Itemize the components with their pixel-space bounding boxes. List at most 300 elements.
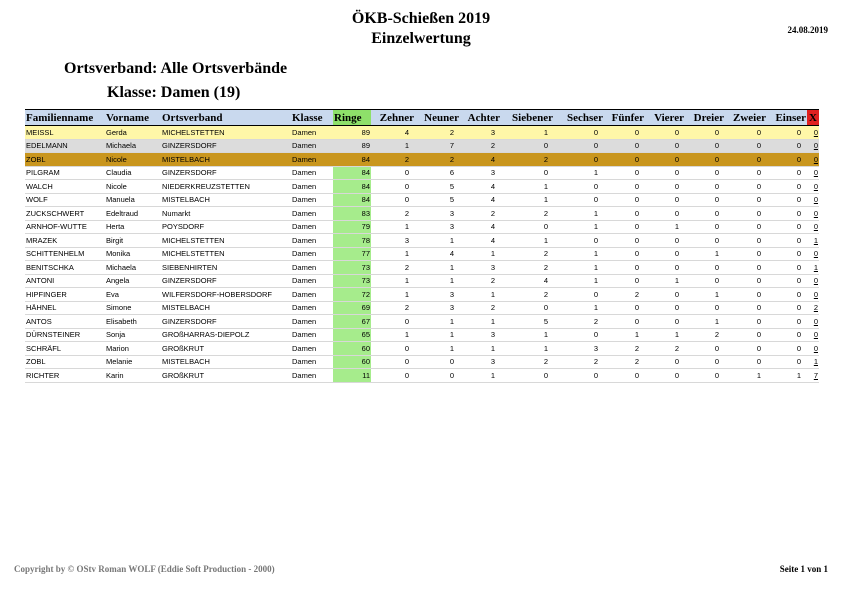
cell-zweier: 0 <box>725 220 767 234</box>
cell-x: 0 <box>807 126 819 140</box>
cell-vorname: Elisabeth <box>105 315 161 329</box>
cell-vorname: Manuela <box>105 193 161 207</box>
cell-zehner: 3 <box>371 234 415 248</box>
cell-zweier: 0 <box>725 166 767 180</box>
cell-dreier: 0 <box>685 139 725 153</box>
cell-einser: 0 <box>767 261 807 275</box>
cell-sechser: 0 <box>554 126 604 140</box>
cell-achter: 2 <box>460 301 501 315</box>
cell-zehner: 0 <box>371 166 415 180</box>
cell-sechser: 1 <box>554 207 604 221</box>
cell-familienname: ZOBL <box>25 153 105 167</box>
cell-zehner: 1 <box>371 139 415 153</box>
cell-ringe: 72 <box>333 288 371 302</box>
cell-neuner: 1 <box>415 274 460 288</box>
cell-familienname: HIPFINGER <box>25 288 105 302</box>
cell-vierer: 1 <box>645 220 685 234</box>
cell-zehner: 2 <box>371 207 415 221</box>
cell-neuner: 5 <box>415 193 460 207</box>
cell-x: 0 <box>807 315 819 329</box>
cell-siebener: 0 <box>501 166 554 180</box>
cell-familienname: WALCH <box>25 180 105 194</box>
cell-x: 0 <box>807 180 819 194</box>
cell-vorname: Marion <box>105 342 161 356</box>
cell-achter: 1 <box>460 247 501 261</box>
cell-ortsverband: GINZERSDORF <box>161 315 291 329</box>
cell-sechser: 0 <box>554 139 604 153</box>
cell-ortsverband: WILFERSDORF-HOBERSDORF <box>161 288 291 302</box>
cell-zehner: 2 <box>371 261 415 275</box>
cell-neuner: 4 <box>415 247 460 261</box>
cell-vorname: Claudia <box>105 166 161 180</box>
cell-fuenfer: 0 <box>604 126 645 140</box>
cell-einser: 0 <box>767 153 807 167</box>
cell-fuenfer: 0 <box>604 315 645 329</box>
cell-sechser: 0 <box>554 153 604 167</box>
col-header-ortsverband: Ortsverband <box>162 111 223 124</box>
cell-vierer: 0 <box>645 369 685 383</box>
cell-achter: 3 <box>460 261 501 275</box>
cell-achter: 4 <box>460 153 501 167</box>
cell-einser: 0 <box>767 247 807 261</box>
cell-x: 1 <box>807 261 819 275</box>
document-date: 24.08.2019 <box>787 25 828 35</box>
cell-einser: 0 <box>767 207 807 221</box>
cell-vierer: 0 <box>645 234 685 248</box>
cell-zehner: 0 <box>371 315 415 329</box>
cell-dreier: 0 <box>685 301 725 315</box>
table-row <box>25 166 819 180</box>
table-row <box>25 288 819 302</box>
cell-zehner: 1 <box>371 247 415 261</box>
cell-vorname: Edeltraud <box>105 207 161 221</box>
cell-ringe: 73 <box>333 274 371 288</box>
cell-siebener: 5 <box>501 315 554 329</box>
cell-klasse: Damen <box>291 288 333 302</box>
cell-zweier: 0 <box>725 274 767 288</box>
cell-x: 0 <box>807 207 819 221</box>
cell-vierer: 0 <box>645 355 685 369</box>
cell-ringe: 67 <box>333 315 371 329</box>
cell-ringe: 65 <box>333 328 371 342</box>
col-header-dreier: Dreier <box>693 111 724 124</box>
cell-dreier: 0 <box>685 261 725 275</box>
cell-vierer: 0 <box>645 153 685 167</box>
table-header-row <box>25 110 819 126</box>
cell-zweier: 0 <box>725 193 767 207</box>
page-number: Seite 1 von 1 <box>779 564 828 574</box>
cell-einser: 0 <box>767 274 807 288</box>
cell-vierer: 1 <box>645 328 685 342</box>
cell-zweier: 0 <box>725 315 767 329</box>
cell-neuner: 1 <box>415 342 460 356</box>
cell-ringe: 89 <box>333 126 371 140</box>
cell-zweier: 0 <box>725 355 767 369</box>
cell-ortsverband: MICHELSTETTEN <box>161 126 291 140</box>
table-row <box>25 180 819 194</box>
cell-fuenfer: 0 <box>604 274 645 288</box>
cell-vorname: Herta <box>105 220 161 234</box>
cell-ortsverband: MICHELSTETTEN <box>161 247 291 261</box>
cell-dreier: 0 <box>685 234 725 248</box>
cell-neuner: 2 <box>415 126 460 140</box>
cell-zweier: 0 <box>725 153 767 167</box>
col-header-neuner: Neuner <box>424 111 459 124</box>
cell-siebener: 2 <box>501 288 554 302</box>
cell-zehner: 0 <box>371 180 415 194</box>
cell-einser: 0 <box>767 139 807 153</box>
cell-ortsverband: GROßKRUT <box>161 342 291 356</box>
cell-vierer: 2 <box>645 342 685 356</box>
cell-klasse: Damen <box>291 261 333 275</box>
cell-ortsverband: MISTELBACH <box>161 301 291 315</box>
cell-ringe: 84 <box>333 193 371 207</box>
cell-siebener: 1 <box>501 234 554 248</box>
cell-vierer: 0 <box>645 301 685 315</box>
cell-siebener: 2 <box>501 247 554 261</box>
cell-familienname: ZUCKSCHWERT <box>25 207 105 221</box>
cell-klasse: Damen <box>291 207 333 221</box>
cell-einser: 0 <box>767 342 807 356</box>
cell-ringe: 84 <box>333 153 371 167</box>
cell-vierer: 0 <box>645 139 685 153</box>
cell-ortsverband: NIEDERKREUZSTETTEN <box>161 180 291 194</box>
cell-sechser: 1 <box>554 166 604 180</box>
cell-vierer: 0 <box>645 166 685 180</box>
cell-familienname: BENITSCHKA <box>25 261 105 275</box>
klasse-heading: Klasse: Damen (19) <box>107 84 241 101</box>
cell-zehner: 4 <box>371 126 415 140</box>
cell-einser: 0 <box>767 234 807 248</box>
cell-x: 0 <box>807 153 819 167</box>
cell-x: 0 <box>807 342 819 356</box>
cell-ortsverband: POYSDORF <box>161 220 291 234</box>
cell-siebener: 1 <box>501 180 554 194</box>
cell-fuenfer: 2 <box>604 355 645 369</box>
cell-achter: 4 <box>460 193 501 207</box>
cell-vorname: Eva <box>105 288 161 302</box>
cell-fuenfer: 0 <box>604 180 645 194</box>
cell-ringe: 77 <box>333 247 371 261</box>
cell-achter: 2 <box>460 139 501 153</box>
cell-klasse: Damen <box>291 247 333 261</box>
cell-achter: 4 <box>460 220 501 234</box>
cell-neuner: 2 <box>415 153 460 167</box>
table-body <box>25 126 819 383</box>
cell-ringe: 78 <box>333 234 371 248</box>
cell-dreier: 0 <box>685 126 725 140</box>
table-row <box>25 369 819 383</box>
cell-siebener: 2 <box>501 261 554 275</box>
document-subtitle: Einzelwertung <box>371 30 471 47</box>
cell-vorname: Michaela <box>105 261 161 275</box>
cell-klasse: Damen <box>291 274 333 288</box>
cell-neuner: 1 <box>415 234 460 248</box>
cell-dreier: 0 <box>685 355 725 369</box>
cell-x: 1 <box>807 234 819 248</box>
cell-achter: 1 <box>460 369 501 383</box>
cell-x: 0 <box>807 139 819 153</box>
cell-x: 7 <box>807 369 819 383</box>
cell-zehner: 0 <box>371 355 415 369</box>
cell-neuner: 7 <box>415 139 460 153</box>
cell-ringe: 69 <box>333 301 371 315</box>
cell-zweier: 0 <box>725 180 767 194</box>
cell-klasse: Damen <box>291 166 333 180</box>
cell-fuenfer: 0 <box>604 261 645 275</box>
cell-familienname: EDELMANN <box>25 139 105 153</box>
cell-siebener: 2 <box>501 153 554 167</box>
cell-vorname: Melanie <box>105 355 161 369</box>
col-header-klasse: Klasse <box>292 111 323 124</box>
cell-vorname: Gerda <box>105 126 161 140</box>
cell-familienname: SCHITTENHELM <box>25 247 105 261</box>
cell-dreier: 0 <box>685 180 725 194</box>
cell-ortsverband: MICHELSTETTEN <box>161 234 291 248</box>
cell-vierer: 0 <box>645 315 685 329</box>
cell-einser: 0 <box>767 193 807 207</box>
cell-familienname: WOLF <box>25 193 105 207</box>
col-header-einser: Einser <box>775 111 806 124</box>
cell-familienname: SCHRÄFL <box>25 342 105 356</box>
cell-einser: 0 <box>767 166 807 180</box>
cell-achter: 1 <box>460 315 501 329</box>
col-header-x: X <box>807 110 819 126</box>
cell-familienname: ARNHOF-WUTTE <box>25 220 105 234</box>
col-header-zweier: Zweier <box>733 111 766 124</box>
cell-familienname: DÜRNSTEINER <box>25 328 105 342</box>
cell-dreier: 0 <box>685 369 725 383</box>
cell-familienname: RICHTER <box>25 369 105 383</box>
cell-fuenfer: 0 <box>604 153 645 167</box>
cell-fuenfer: 0 <box>604 220 645 234</box>
cell-ortsverband: GINZERSDORF <box>161 166 291 180</box>
cell-zweier: 0 <box>725 261 767 275</box>
cell-fuenfer: 0 <box>604 193 645 207</box>
cell-klasse: Damen <box>291 301 333 315</box>
cell-siebener: 1 <box>501 126 554 140</box>
cell-einser: 0 <box>767 288 807 302</box>
cell-dreier: 1 <box>685 315 725 329</box>
cell-sechser: 1 <box>554 220 604 234</box>
cell-ringe: 89 <box>333 139 371 153</box>
cell-dreier: 0 <box>685 153 725 167</box>
cell-einser: 0 <box>767 315 807 329</box>
table-row <box>25 274 819 288</box>
cell-einser: 0 <box>767 301 807 315</box>
cell-siebener: 0 <box>501 220 554 234</box>
cell-ringe: 73 <box>333 261 371 275</box>
cell-ortsverband: GINZERSDORF <box>161 274 291 288</box>
cell-fuenfer: 0 <box>604 207 645 221</box>
cell-achter: 1 <box>460 342 501 356</box>
cell-ringe: 60 <box>333 342 371 356</box>
cell-klasse: Damen <box>291 220 333 234</box>
cell-sechser: 0 <box>554 193 604 207</box>
cell-klasse: Damen <box>291 180 333 194</box>
cell-dreier: 0 <box>685 342 725 356</box>
cell-einser: 0 <box>767 180 807 194</box>
cell-siebener: 1 <box>501 342 554 356</box>
col-header-achter: Achter <box>467 111 500 124</box>
cell-sechser: 2 <box>554 355 604 369</box>
cell-dreier: 1 <box>685 288 725 302</box>
cell-achter: 3 <box>460 126 501 140</box>
cell-klasse: Damen <box>291 139 333 153</box>
table-row <box>25 139 819 153</box>
table-row <box>25 126 819 140</box>
cell-neuner: 0 <box>415 355 460 369</box>
cell-vierer: 0 <box>645 261 685 275</box>
cell-achter: 3 <box>460 355 501 369</box>
cell-familienname: ZOBL <box>25 355 105 369</box>
cell-zehner: 1 <box>371 220 415 234</box>
cell-vorname: Nicole <box>105 153 161 167</box>
cell-zehner: 0 <box>371 193 415 207</box>
cell-familienname: MEISSL <box>25 126 105 140</box>
ortsverband-heading: Ortsverband: Alle Ortsverbände <box>64 60 288 77</box>
cell-achter: 1 <box>460 288 501 302</box>
cell-zweier: 1 <box>725 369 767 383</box>
cell-zehner: 0 <box>371 369 415 383</box>
cell-zweier: 0 <box>725 139 767 153</box>
cell-achter: 4 <box>460 180 501 194</box>
cell-dreier: 0 <box>685 274 725 288</box>
cell-x: 0 <box>807 220 819 234</box>
cell-neuner: 1 <box>415 328 460 342</box>
copyright-footer: Copyright by © OStv Roman WOLF (Eddie Soft Production - 2000) <box>14 564 275 574</box>
cell-vorname: Monika <box>105 247 161 261</box>
cell-fuenfer: 0 <box>604 234 645 248</box>
table-row <box>25 261 819 275</box>
cell-vorname: Angela <box>105 274 161 288</box>
cell-fuenfer: 2 <box>604 288 645 302</box>
cell-x: 0 <box>807 166 819 180</box>
table-row <box>25 153 819 167</box>
cell-ringe: 79 <box>333 220 371 234</box>
cell-einser: 0 <box>767 220 807 234</box>
cell-neuner: 1 <box>415 261 460 275</box>
cell-fuenfer: 0 <box>604 247 645 261</box>
cell-familienname: ANTONI <box>25 274 105 288</box>
col-header-sechser: Sechser <box>566 111 603 124</box>
cell-vorname: Birgit <box>105 234 161 248</box>
col-header-fuenfer: Fünfer <box>611 111 644 124</box>
table-row <box>25 207 819 221</box>
cell-siebener: 1 <box>501 193 554 207</box>
cell-dreier: 0 <box>685 220 725 234</box>
cell-ortsverband: Numarkt <box>161 207 291 221</box>
cell-neuner: 6 <box>415 166 460 180</box>
cell-vierer: 0 <box>645 193 685 207</box>
cell-x: 0 <box>807 193 819 207</box>
cell-sechser: 1 <box>554 261 604 275</box>
cell-einser: 0 <box>767 355 807 369</box>
cell-einser: 0 <box>767 126 807 140</box>
cell-klasse: Damen <box>291 193 333 207</box>
table-row <box>25 220 819 234</box>
cell-achter: 2 <box>460 274 501 288</box>
col-header-zehner: Zehner <box>379 111 414 124</box>
cell-vorname: Simone <box>105 301 161 315</box>
cell-ringe: 84 <box>333 180 371 194</box>
cell-fuenfer: 0 <box>604 139 645 153</box>
cell-achter: 4 <box>460 234 501 248</box>
col-header-vorname: Vorname <box>106 111 149 124</box>
cell-vierer: 0 <box>645 126 685 140</box>
table-row <box>25 301 819 315</box>
cell-vorname: Nicole <box>105 180 161 194</box>
cell-ringe: 60 <box>333 355 371 369</box>
cell-vierer: 0 <box>645 180 685 194</box>
cell-achter: 3 <box>460 328 501 342</box>
cell-neuner: 3 <box>415 207 460 221</box>
cell-ringe: 83 <box>333 207 371 221</box>
cell-siebener: 0 <box>501 139 554 153</box>
cell-einser: 1 <box>767 369 807 383</box>
cell-x: 2 <box>807 301 819 315</box>
cell-zehner: 1 <box>371 328 415 342</box>
cell-fuenfer: 0 <box>604 369 645 383</box>
cell-klasse: Damen <box>291 355 333 369</box>
cell-dreier: 0 <box>685 166 725 180</box>
table-row <box>25 355 819 369</box>
cell-ringe: 11 <box>333 369 371 383</box>
cell-einser: 0 <box>767 328 807 342</box>
cell-zehner: 2 <box>371 153 415 167</box>
cell-familienname: PILGRAM <box>25 166 105 180</box>
cell-neuner: 3 <box>415 288 460 302</box>
cell-zweier: 0 <box>725 301 767 315</box>
cell-x: 1 <box>807 355 819 369</box>
cell-zehner: 2 <box>371 301 415 315</box>
cell-ortsverband: MISTELBACH <box>161 193 291 207</box>
cell-fuenfer: 0 <box>604 301 645 315</box>
cell-neuner: 5 <box>415 180 460 194</box>
cell-zweier: 0 <box>725 328 767 342</box>
cell-vierer: 0 <box>645 247 685 261</box>
cell-zweier: 0 <box>725 207 767 221</box>
cell-familienname: ANTOS <box>25 315 105 329</box>
cell-x: 0 <box>807 274 819 288</box>
cell-ortsverband: GINZERSDORF <box>161 139 291 153</box>
cell-sechser: 3 <box>554 342 604 356</box>
table-row <box>25 342 819 356</box>
cell-sechser: 0 <box>554 328 604 342</box>
cell-dreier: 2 <box>685 328 725 342</box>
table-row <box>25 247 819 261</box>
cell-klasse: Damen <box>291 342 333 356</box>
cell-fuenfer: 0 <box>604 166 645 180</box>
cell-familienname: HÄHNEL <box>25 301 105 315</box>
cell-klasse: Damen <box>291 234 333 248</box>
cell-sechser: 1 <box>554 247 604 261</box>
cell-siebener: 2 <box>501 355 554 369</box>
cell-ortsverband: GROßKRUT <box>161 369 291 383</box>
cell-zehner: 1 <box>371 288 415 302</box>
cell-ortsverband: MISTELBACH <box>161 153 291 167</box>
cell-vorname: Michaela <box>105 139 161 153</box>
cell-zweier: 0 <box>725 234 767 248</box>
cell-zweier: 0 <box>725 247 767 261</box>
cell-dreier: 0 <box>685 193 725 207</box>
cell-x: 0 <box>807 288 819 302</box>
cell-sechser: 0 <box>554 288 604 302</box>
cell-klasse: Damen <box>291 369 333 383</box>
cell-siebener: 0 <box>501 369 554 383</box>
cell-zehner: 1 <box>371 274 415 288</box>
cell-siebener: 0 <box>501 301 554 315</box>
